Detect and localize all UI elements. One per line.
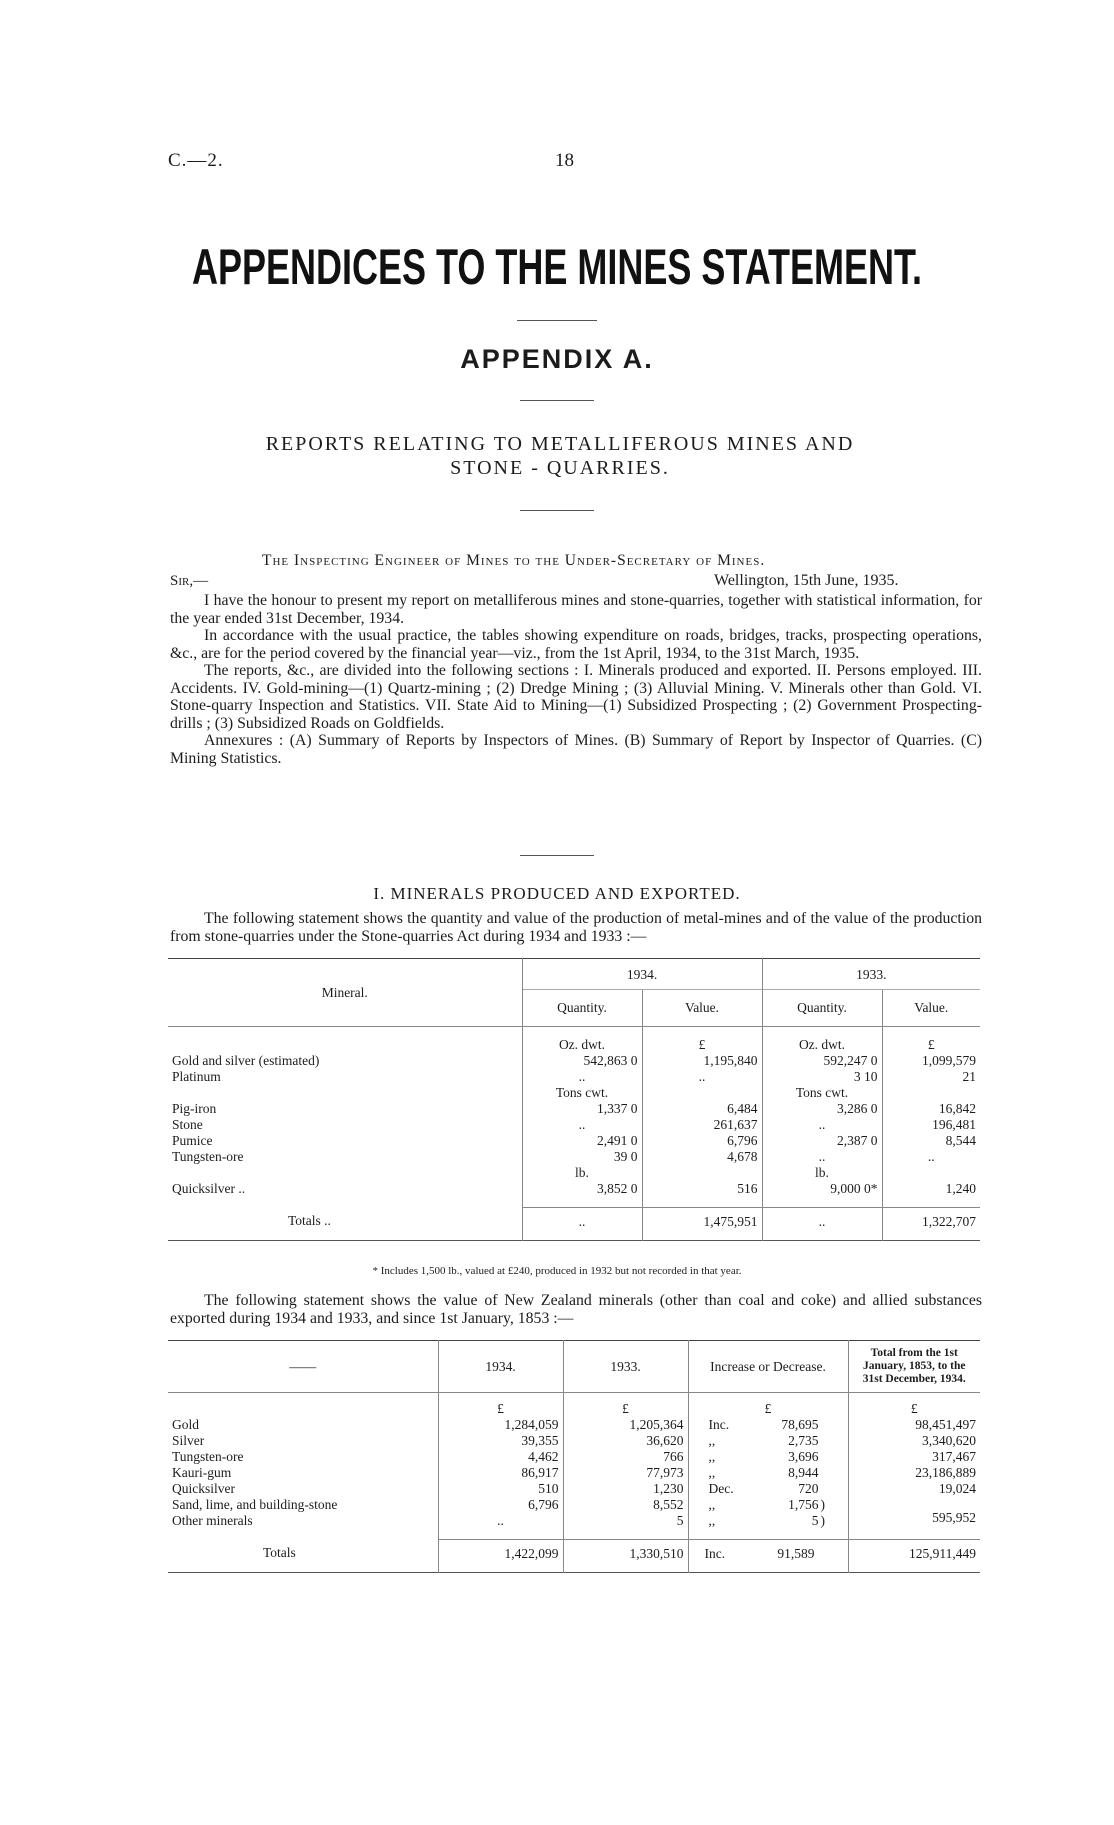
change-amount: 720 — [798, 1481, 819, 1496]
row-label: Sand, lime, and building-stone — [172, 1497, 338, 1512]
cell-quantity: 3,286 0 — [762, 1101, 882, 1117]
unit-label: £ — [688, 1393, 848, 1418]
col-year-1934: 1934. — [522, 959, 762, 990]
letter-body — [170, 592, 982, 767]
change-direction: ,, — [708, 1497, 716, 1512]
change-direction: Dec. — [708, 1481, 734, 1496]
cell-quantity: .. — [762, 1117, 882, 1133]
col-blank: —— — [289, 1358, 317, 1374]
col-1933: 1933. — [563, 1341, 688, 1393]
production-table — [168, 958, 980, 1241]
unit-label: Tons cwt. — [522, 1085, 642, 1101]
divider — [517, 320, 597, 321]
table-row — [168, 1117, 980, 1133]
totals-row — [168, 1207, 980, 1240]
total-change — [688, 1539, 848, 1572]
exports-table — [168, 1340, 980, 1573]
change-amount: 1,756 — [788, 1497, 819, 1512]
table-row — [168, 1433, 980, 1449]
paragraph: The following statement shows the value of New Zealand minerals (other than coal and coke) and allied substances exported during 1934 and 1933, and since 1st January, 1853 :— — [170, 1292, 982, 1327]
total-quantity: .. — [762, 1207, 882, 1240]
cell-value: 6,796 — [642, 1133, 762, 1149]
cell-total: 595,952 — [848, 1497, 980, 1539]
cell-value: .. — [642, 1069, 762, 1085]
table-row — [168, 1053, 980, 1069]
col-quantity: Quantity. — [762, 990, 882, 1027]
paragraph: Annexures : (A) Summary of Reports by Inspectors of Mines. (B) Summary of Report by Inspector of Quarries. (C) Mining Statistics. — [170, 732, 982, 767]
unit-label: £ — [848, 1393, 980, 1418]
section-intro — [170, 910, 982, 945]
col-change: Increase or Decrease. — [688, 1341, 848, 1393]
cell-change — [688, 1481, 848, 1497]
cell-quantity: 9,000 0* — [762, 1181, 882, 1207]
change-amount: 91,589 — [777, 1545, 815, 1561]
paragraph: The following statement shows the quantity and value of the production of metal-mines and of the value of the production from stone-quarries under the Stone-quarries Act during 1934 and 1933 :— — [170, 910, 982, 945]
section-heading: I. MINERALS PRODUCED AND EXPORTED. — [373, 884, 741, 903]
table-row — [168, 1449, 980, 1465]
row-label: Tungsten-ore — [172, 1149, 244, 1164]
reports-heading-line2: STONE - QUARRIES. — [450, 457, 670, 479]
cell-value: 21 — [882, 1069, 980, 1085]
change-direction: ,, — [708, 1449, 716, 1464]
cell-change: ,, 1,756 ) — [688, 1497, 848, 1513]
change-amount: 5 — [811, 1513, 819, 1528]
cell-value: 8,544 — [882, 1133, 980, 1149]
unit-label: Oz. dwt. — [522, 1027, 642, 1054]
unit-label: Tons cwt. — [762, 1085, 882, 1101]
table-row — [168, 1149, 980, 1165]
cell-1933: 8,552 — [563, 1497, 688, 1513]
reports-heading — [180, 432, 940, 480]
total-since-1853: 125,911,449 — [848, 1539, 980, 1572]
doc-ref: C.—2. — [168, 150, 224, 171]
cell-value: .. — [882, 1149, 980, 1165]
row-label: Pumice — [172, 1133, 213, 1148]
cell-1934: 39,355 — [438, 1433, 563, 1449]
row-label: Quicksilver .. — [172, 1181, 246, 1196]
totals-label: Totals — [263, 1545, 296, 1560]
divider — [520, 510, 594, 511]
cell-1934: 1,284,059 — [438, 1417, 563, 1433]
unit-label: Oz. dwt. — [762, 1027, 882, 1054]
col-1934: 1934. — [438, 1341, 563, 1393]
unit-label: £ — [882, 1027, 980, 1054]
cell-total: 23,186,889 — [848, 1465, 980, 1481]
total-quantity: .. — [522, 1207, 642, 1240]
cell-total: 3,340,620 — [848, 1433, 980, 1449]
cell-value: 516 — [642, 1181, 762, 1207]
row-label: Tungsten-ore — [172, 1449, 244, 1464]
appendix-heading: APPENDIX A. — [460, 344, 654, 374]
cell-1933: 77,973 — [563, 1465, 688, 1481]
paragraph: In accordance with the usual practice, the tables showing expenditure on roads, bridges, tracks, prospecting operations, &c., are for the period covered by the financial year—viz., from the 1st April, 1934, to the 31st March, 1935. — [170, 627, 982, 662]
cell-1933: 1,230 — [563, 1481, 688, 1497]
table-row — [168, 1465, 980, 1481]
page-number: 18 — [555, 150, 574, 171]
unit-label: lb. — [522, 1165, 642, 1181]
divider — [520, 400, 594, 401]
unit-label: lb. — [762, 1165, 882, 1181]
col-total-since-1853: Total from the 1st January, 1853, to the 31st December, 1934. — [848, 1341, 980, 1393]
totals-row — [168, 1539, 980, 1572]
totals-label: Totals .. — [288, 1213, 331, 1228]
col-year-1933: 1933. — [762, 959, 980, 990]
cell-value: 1,195,840 — [642, 1053, 762, 1069]
table-row — [168, 1181, 980, 1207]
col-value: Value. — [642, 990, 762, 1027]
col-value: Value. — [882, 990, 980, 1027]
table-row — [168, 1069, 980, 1085]
cell-1934: 510 — [438, 1481, 563, 1497]
table-row — [168, 1133, 980, 1149]
change-amount: 3,696 — [788, 1449, 819, 1464]
total-1933: 1,330,510 — [563, 1539, 688, 1572]
divider — [520, 855, 594, 856]
letter-salutation: The Inspecting Engineer of Mines to the Under-Secretary of Mines. — [262, 552, 766, 569]
cell-change — [688, 1449, 848, 1465]
cell-quantity: .. — [522, 1069, 642, 1085]
cell-value: 4,678 — [642, 1149, 762, 1165]
change-direction: ,, — [708, 1465, 716, 1480]
table-footnote: * Includes 1,500 lb., valued at £240, produced in 1932 but not recorded in that year. — [372, 1265, 742, 1277]
row-label: Quicksilver — [172, 1481, 235, 1496]
cell-quantity: .. — [522, 1117, 642, 1133]
table-row — [168, 1101, 980, 1117]
cell-quantity: 39 0 — [522, 1149, 642, 1165]
cell-change — [688, 1417, 848, 1433]
change-amount: 78,695 — [781, 1417, 819, 1432]
col-quantity: Quantity. — [522, 990, 642, 1027]
unit-label: £ — [438, 1393, 563, 1418]
cell-1933: 766 — [563, 1449, 688, 1465]
change-direction: Inc. — [708, 1417, 730, 1432]
row-label: Kauri-gum — [172, 1465, 232, 1480]
change-amount: 8,944 — [788, 1465, 819, 1480]
cell-change — [688, 1433, 848, 1449]
row-label: Gold and silver (estimated) — [172, 1053, 320, 1068]
cell-value: 1,099,579 — [882, 1053, 980, 1069]
total-value: 1,322,707 — [882, 1207, 980, 1240]
cell-1934: 4,462 — [438, 1449, 563, 1465]
change-direction: Inc. — [704, 1545, 726, 1561]
change-direction: ,, — [708, 1433, 716, 1448]
cell-1934: 86,917 — [438, 1465, 563, 1481]
change-direction: ,, — [708, 1513, 716, 1528]
section-intro — [170, 1292, 982, 1327]
cell-value: 1,240 — [882, 1181, 980, 1207]
letter-place-date: Wellington, 15th June, 1935. — [714, 572, 899, 589]
cell-change: ,, 5 ) — [688, 1513, 848, 1539]
row-label: Pig-iron — [172, 1101, 217, 1116]
cell-total: 19,024 — [848, 1481, 980, 1497]
paragraph: The reports, &c., are divided into the following sections : I. Minerals produced and exported. II. Persons employed. III. Accidents. IV. Gold-mining—(1) Quartz-mining ; (2) Dredge Mining ; (3) Alluvial Mining. V. Minerals other than Gold. VI. Stone-quarry Inspection and Statistics. VII. State Aid to Mining—(1) Subsidized Prospecting ; (2) Government Prospecting-drills ; (3) Subsidized Roads on Goldfields. — [170, 662, 982, 732]
cell-value: 261,637 — [642, 1117, 762, 1133]
cell-quantity: 592,247 0 — [762, 1053, 882, 1069]
table-row — [168, 1417, 980, 1433]
page-title: APPENDICES TO THE MINES STATEMENT. — [191, 239, 923, 295]
cell-1934: 6,796 — [438, 1497, 563, 1513]
row-label: Other minerals — [172, 1513, 253, 1528]
cell-value: 196,481 — [882, 1117, 980, 1133]
cell-total: 98,451,497 — [848, 1417, 980, 1433]
cell-quantity: .. — [762, 1149, 882, 1165]
cell-quantity: 542,863 0 — [522, 1053, 642, 1069]
cell-1933: 5 — [563, 1513, 688, 1539]
table-row — [168, 1481, 980, 1497]
cell-total: 317,467 — [848, 1449, 980, 1465]
total-value: 1,475,951 — [642, 1207, 762, 1240]
cell-quantity: 3 10 — [762, 1069, 882, 1085]
table-row — [168, 1497, 980, 1513]
cell-quantity: 3,852 0 — [522, 1181, 642, 1207]
cell-1934: .. — [438, 1513, 563, 1539]
unit-label: £ — [642, 1027, 762, 1054]
cell-value: 16,842 — [882, 1101, 980, 1117]
cell-1933: 36,620 — [563, 1433, 688, 1449]
unit-label: £ — [563, 1393, 688, 1418]
col-mineral: Mineral. — [168, 959, 522, 1027]
cell-change — [688, 1465, 848, 1481]
letter-sir: Sir,— — [170, 573, 209, 589]
change-amount: 2,735 — [788, 1433, 819, 1448]
reports-heading-line1: REPORTS RELATING TO METALLIFEROUS MINES AND — [265, 433, 855, 455]
cell-value: 6,484 — [642, 1101, 762, 1117]
paragraph: I have the honour to present my report on metalliferous mines and stone-quarries, together with statistical information, for the year ended 31st December, 1934. — [170, 592, 982, 627]
row-label: Gold — [172, 1417, 199, 1432]
total-1934: 1,422,099 — [438, 1539, 563, 1572]
row-label: Stone — [172, 1117, 203, 1132]
row-label: Platinum — [172, 1069, 221, 1084]
cell-quantity: 1,337 0 — [522, 1101, 642, 1117]
cell-quantity: 2,491 0 — [522, 1133, 642, 1149]
cell-1933: 1,205,364 — [563, 1417, 688, 1433]
row-label: Silver — [172, 1433, 205, 1448]
cell-quantity: 2,387 0 — [762, 1133, 882, 1149]
